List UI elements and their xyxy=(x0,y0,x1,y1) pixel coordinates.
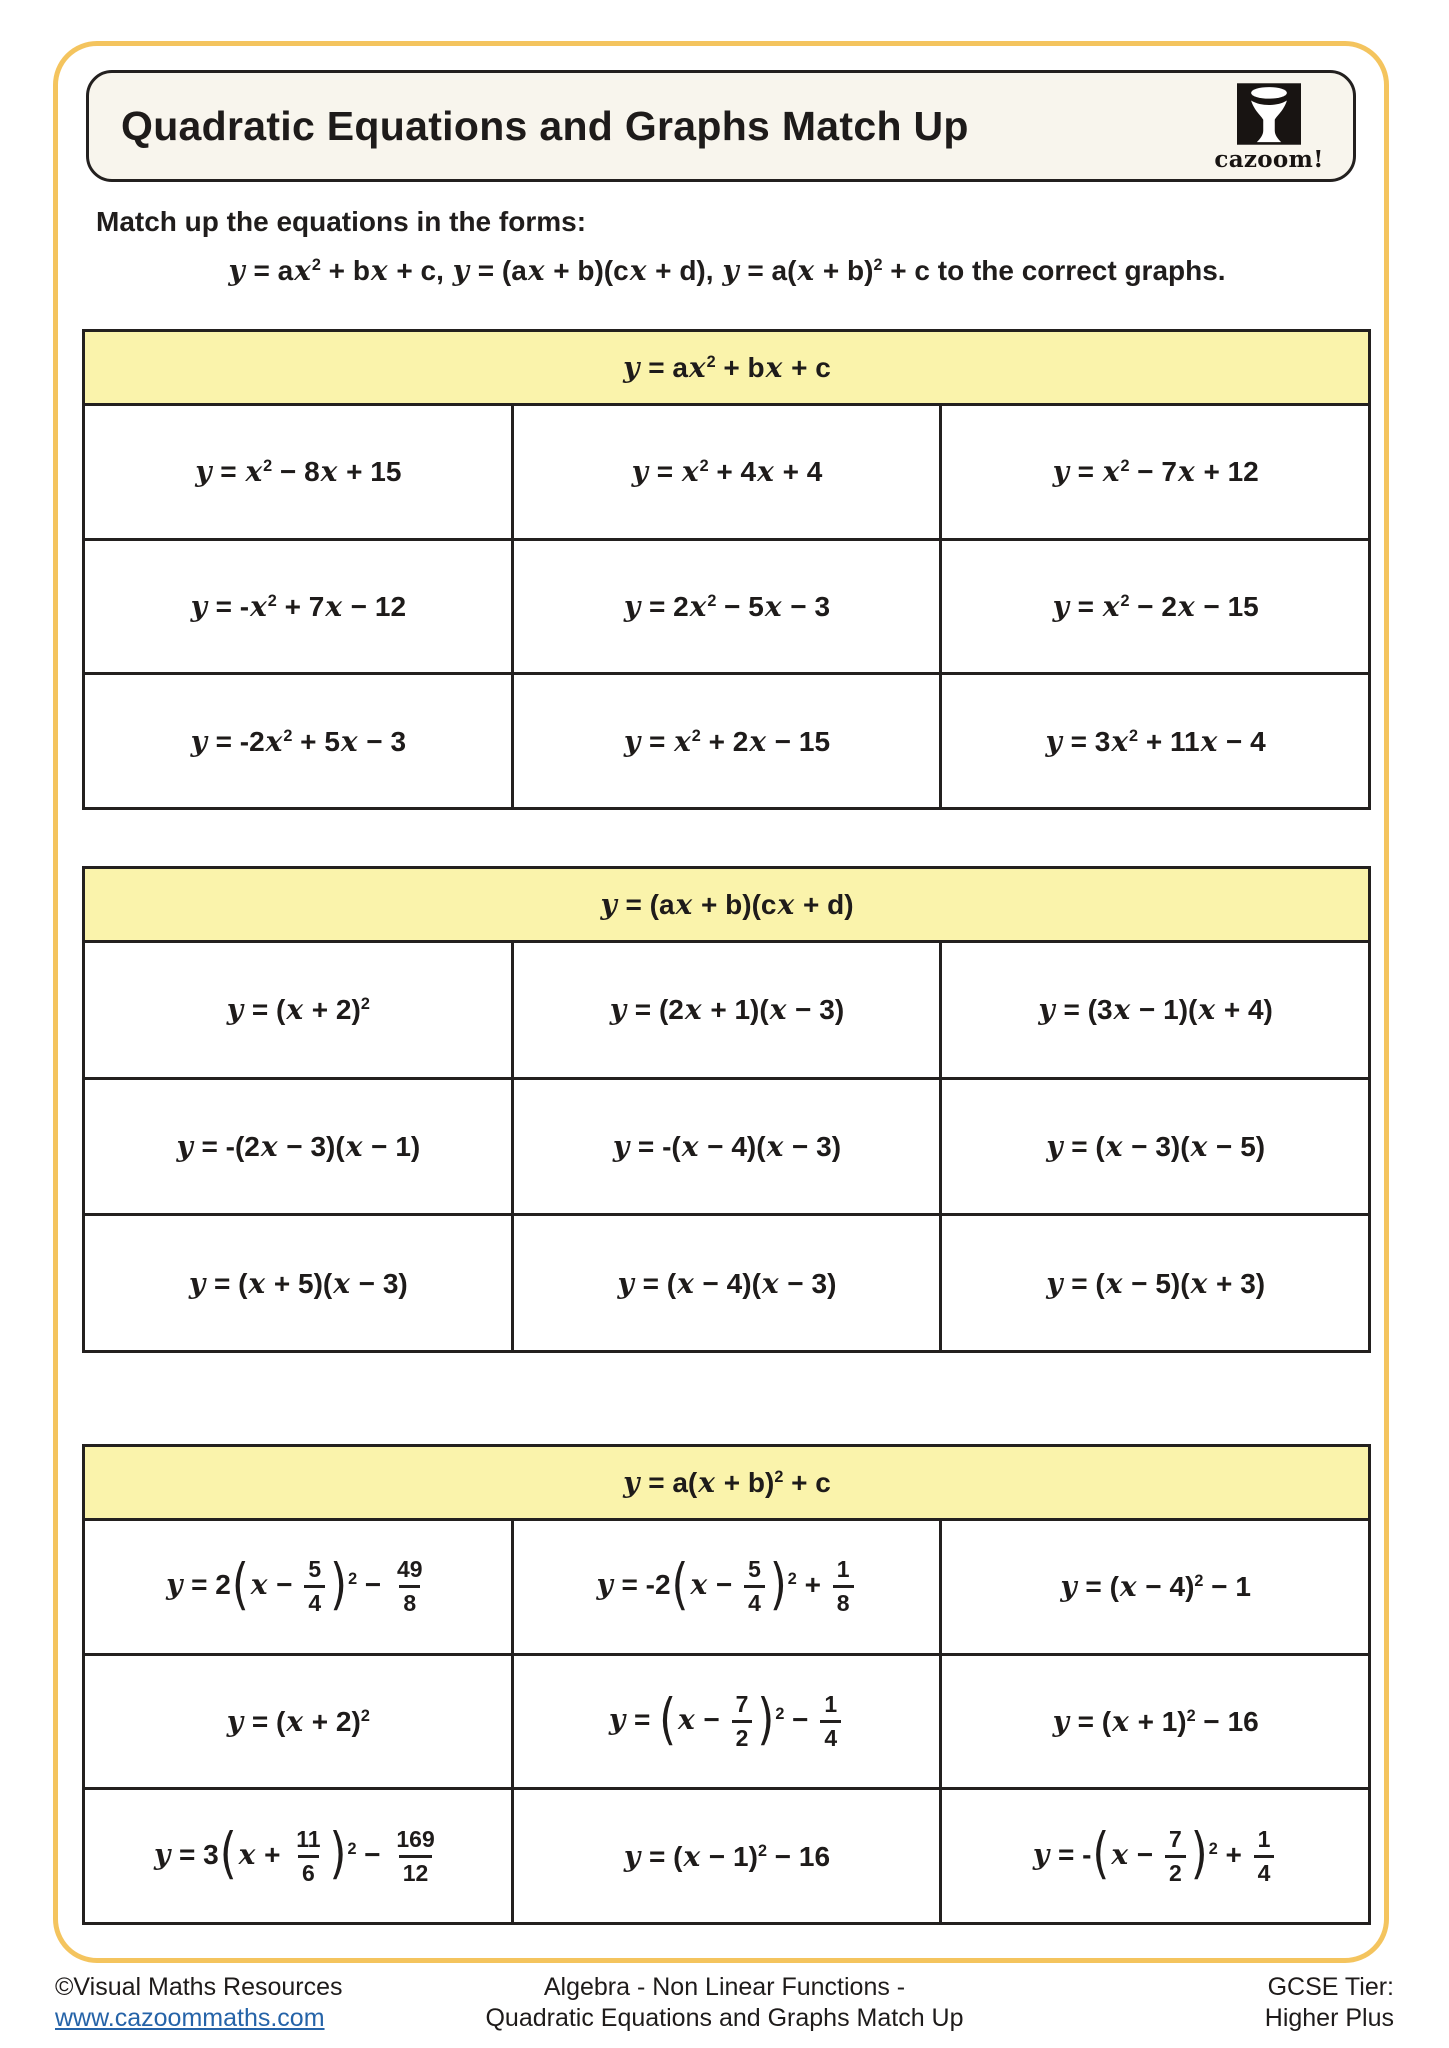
footer-center xyxy=(485,1972,963,2033)
instructions-line2: $y = ax^2$ + bx + c, y = (ax + b)(cx + d), $y = a(x + b)^2 + c$ to the correct graphs. xyxy=(228,254,1226,287)
equation-cell: y = 3(x + $\frac{11}{6}$ )$^2$ − $\frac{169}{12}$ xyxy=(84,1789,513,1924)
equation-cell: y = (x − 5)(x + 3) xyxy=(941,1215,1370,1352)
equation-cell: $y = x^2 + 4x + 4$ xyxy=(512,405,941,540)
equation-cell: $y = x^2 + 2x - 15$ xyxy=(512,674,941,809)
title-box xyxy=(86,70,1356,182)
table-standard-form xyxy=(82,329,1371,810)
equation-cell: $y = (x + 2)^2$ xyxy=(84,942,513,1079)
table-header-row xyxy=(84,331,1370,405)
equation-cell: y = -(x − 4)(x − 3) xyxy=(512,1078,941,1215)
table-header-row xyxy=(84,1446,1370,1520)
tier-label: GCSE Tier: xyxy=(1267,1973,1394,2001)
equation-cell: y = (x − 4)(x − 3) xyxy=(512,1215,941,1352)
equation-cell: $y = -x^2 + 7x - 12$ xyxy=(84,539,513,674)
table-row xyxy=(84,539,1370,674)
footer-category-line1: Algebra - Non Linear Functions - xyxy=(543,1973,906,2001)
equation-cell: y = (3x − 1)(x + 4) xyxy=(941,942,1370,1079)
table-row xyxy=(84,674,1370,809)
equation-cell: $y = (x + 2)^2$ xyxy=(84,1654,513,1789)
footer-right xyxy=(964,1972,1394,2033)
equation-cell: $y = 3x^2 + 11x - 4$ xyxy=(941,674,1370,809)
equation-cell: y = -(2x − 3)(x − 1) xyxy=(84,1078,513,1215)
table-factored-form xyxy=(82,866,1371,1353)
equation-cell: $y = x^2 - 8x + 15$ xyxy=(84,405,513,540)
table-completed-square-form xyxy=(82,1444,1371,1925)
equation-cell: y = 2(x − $\frac{5}{4}$ )$^2$ − $\frac{49}{8}$ xyxy=(84,1520,513,1655)
instructions-line1: Match up the equations in the forms: xyxy=(96,206,587,237)
table-factored-form-header: y = (ax + b)(cx + d) xyxy=(84,868,1370,942)
equation-cell: y = (x + 5)(x − 3) xyxy=(84,1215,513,1352)
page-title: Quadratic Equations and Graphs Match Up xyxy=(121,102,969,149)
equation-cell: $y = (x + 1)^2 - 16$ xyxy=(941,1654,1370,1789)
cazoom-goblet-icon xyxy=(1237,83,1301,145)
table-row xyxy=(84,942,1370,1079)
copyright-text: ©Visual Maths Resources xyxy=(55,1973,343,2001)
equation-cell: $y = 2x^2 - 5x - 3$ xyxy=(512,539,941,674)
equation-cell: $y = x^2 - 7x + 12$ xyxy=(941,405,1370,540)
table-header-row xyxy=(84,868,1370,942)
footer-left xyxy=(55,1972,485,2033)
table-row xyxy=(84,1520,1370,1655)
cazoom-logo xyxy=(1213,83,1325,171)
equation-cell: $y = (x - 4)^2 - 1$ xyxy=(941,1520,1370,1655)
table-row xyxy=(84,405,1370,540)
equation-cell: $y = -2x^2 + 5x - 3$ xyxy=(84,674,513,809)
table-row xyxy=(84,1078,1370,1215)
table-standard-form-header: $y = ax^2$ + bx + c xyxy=(84,331,1370,405)
table-row xyxy=(84,1215,1370,1352)
equation-cell: $y = x^2 - 2x - 15$ xyxy=(941,539,1370,674)
equation-cell: y = (x − 3)(x − 5) xyxy=(941,1078,1370,1215)
footer xyxy=(55,1972,1394,2033)
equation-cell: y = -2(x − $\frac{5}{4}$ )$^2$ + $\frac{1}{8}$ xyxy=(512,1520,941,1655)
equation-cell: y = (x − $\frac{7}{2}$ )$^2$ − $\frac{1}{4}$ xyxy=(512,1654,941,1789)
table-row xyxy=(84,1654,1370,1789)
tier-value: Higher Plus xyxy=(1264,2003,1394,2032)
website-link[interactable]: www.cazoommaths.com xyxy=(55,2003,325,2032)
equation-cell: $y = (x - 1)^2 - 16$ xyxy=(512,1789,941,1924)
footer-category-line2: Quadratic Equations and Graphs Match Up xyxy=(485,2003,964,2032)
cazoom-logo-text: cazoom! xyxy=(1214,146,1324,173)
table-row xyxy=(84,1789,1370,1924)
equation-cell: y = -(x − $\frac{7}{2}$ )$^2$ + $\frac{1}{4}$ xyxy=(941,1789,1370,1924)
equation-cell: y = (2x + 1)(x − 3) xyxy=(512,942,941,1079)
table-completed-square-header: $y = a(x + b)^2 + c$ xyxy=(84,1446,1370,1520)
